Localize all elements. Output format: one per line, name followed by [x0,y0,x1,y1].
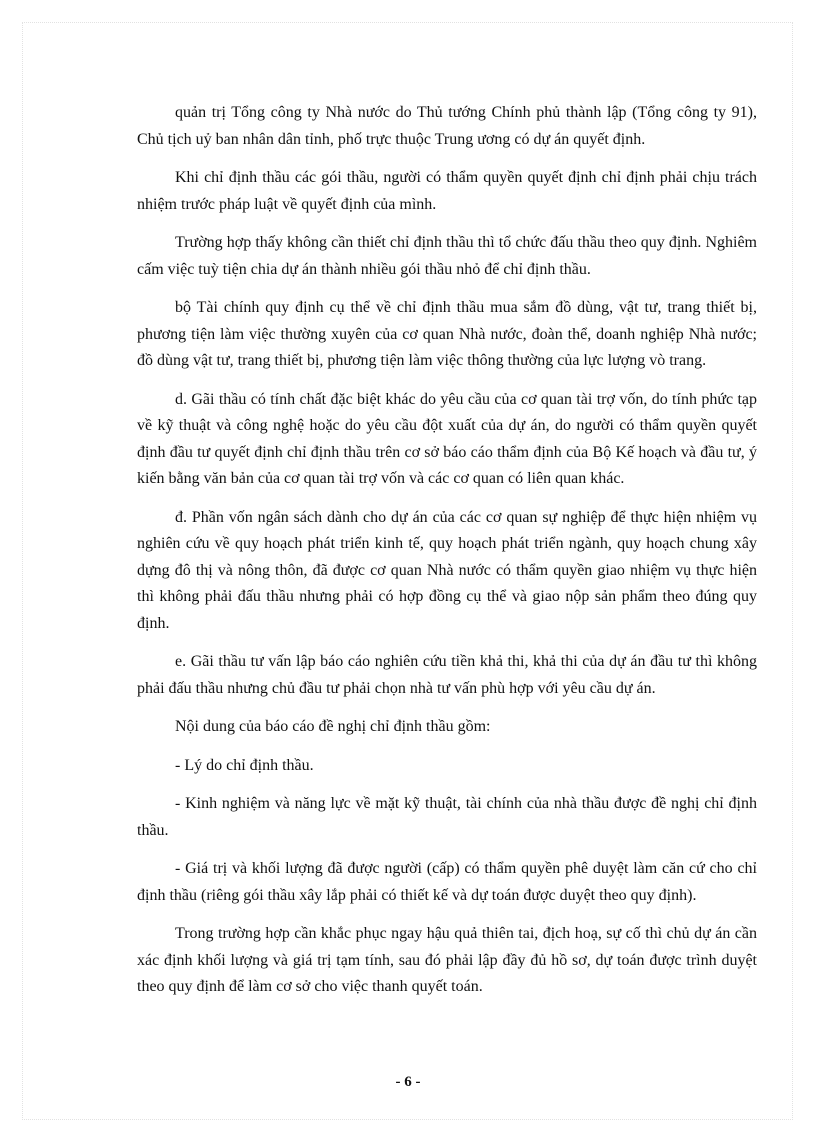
paragraph: Nội dung của báo cáo đề nghị chỉ định thầu gồm: [175,718,491,735]
body-text [137,100,757,1013]
paragraph: Khi chỉ định thầu các gói thầu, người có thẩm quyền quyết định chỉ định phải chịu trách nhiệm trước pháp luật về quyết định của mình. [137,169,757,213]
page-number: - 6 - [395,1074,421,1090]
paragraph: bộ Tài chính quy định cụ thể về chỉ định thầu mua sắm đồ dùng, vật tư, trang thiết bị, phương tiện làm việc thường xuyên của cơ quan Nhà nước, đoàn thể, doanh nghiệp Nhà nước; đồ dùng vật tư, trang thiết bị, phương tiện làm việc thông thường của lực lượng vò trang. [137,299,757,369]
paragraph: - Lý do chỉ định thầu. [175,756,314,774]
paragraph: - Giá trị và khối lượng đã được người (cấp) có thẩm quyền phê duyệt làm căn cứ cho chỉ định thầu (riêng gói thầu xây lắp phải có thiết kế và dự toán được duyệt theo quy định). [137,860,757,904]
paragraph: e. Gãi thầu tư vấn lập báo cáo nghiên cứu tiền khả thi, khả thi của dự án đầu tư thì không phải đấu thầu nhưng chủ đầu tư phải chọn nhà tư vấn phù hợp với yêu cầu dự án. [137,653,757,697]
paragraph: Trường hợp thấy không cần thiết chỉ định thầu thì tổ chức đấu thầu theo quy định. Nghiêm cấm việc tuỳ tiện chia dự án thành nhiều gói thầu nhỏ để chỉ định thầu. [137,234,757,278]
paragraph: đ. Phần vốn ngân sách dành cho dự án của các cơ quan sự nghiệp để thực hiện nhiệm vụ nghiên cứu về quy hoạch phát triển kinh tế, quy hoạch phát triển ngành, quy hoạch chung xây dựng đô thị và nông thôn, đã được cơ quan Nhà nước có thẩm quyền giao nhiệm vụ thực hiện thì không phải đấu thầu nhưng phải có hợp đồng cụ thể và giao nộp sản phẩm theo đúng quy định. [137,508,757,632]
paragraph: quản trị Tổng công ty Nhà nước do Thủ tướng Chính phủ thành lập (Tổng công ty 91), Chủ tịch uỷ ban nhân dân tỉnh, phố trực thuộc Trung ương có dự án quyết định. [137,104,757,148]
paragraph: Trong trường hợp cần khắc phục ngay hậu quả thiên tai, địch hoạ, sự cố thì chủ dự án cần xác định khối lượng và giá trị tạm tính, sau đó phải lập đầy đủ hồ sơ, dự toán được trình duyệt theo quy định để làm cơ sở cho việc thanh quyết toán. [137,925,757,995]
paragraph: - Kinh nghiệm và năng lực về mặt kỹ thuật, tài chính của nhà thầu được đề nghị chỉ định thầu. [137,795,757,839]
paragraph: d. Gãi thầu có tính chất đặc biệt khác do yêu cầu của cơ quan tài trợ vốn, do tính phức tạp về kỹ thuật và công nghệ hoặc do yêu cầu đột xuất của dự án, do người có thẩm quyền quyết định đầu tư quyết định chỉ định thầu trên cơ sở báo cáo thẩm định của Bộ Kế hoạch và đầu tư, ý kiến bằng văn bản của cơ quan tài trợ vốn và các cơ quan có liên quan khác. [137,390,757,487]
